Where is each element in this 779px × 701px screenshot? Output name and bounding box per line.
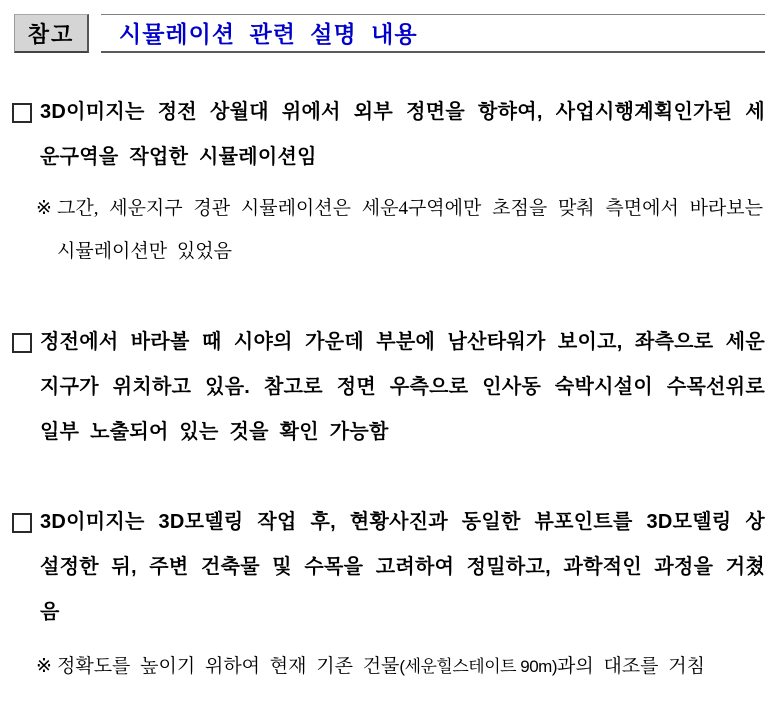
paragraph-2 xyxy=(10,320,765,455)
reference-badge: 참고 xyxy=(14,14,89,53)
note-1 xyxy=(36,187,763,273)
note-2-text-after: 과의 대조를 거침 xyxy=(557,656,705,677)
reference-mark-icon: ※ xyxy=(36,656,52,677)
paragraph-1-text: 3D이미지는 정전 상월대 위에서 외부 정면을 항햐여, 사업시행계획인가된 세운구역을 작업한 시뮬레이션임 xyxy=(40,101,765,168)
note-2-text-before: 정확도를 높이기 위하여 현재 기존 건물 xyxy=(57,656,400,677)
paragraph-2-text: 정전에서 바라볼 때 시야의 가운데 부분에 남산타워가 보이고, 좌측으로 세운지구가 위치하고 있음. 참고로 정면 우측으로 인사동 숙박시설이 수목선위로 일부 노출되어 있는 것을 확인 가능함 xyxy=(40,331,765,443)
paragraph-3-text: 3D이미지는 3D모델링 작업 후, 현황사진과 동일한 뷰포인트를 3D모델링 상 설정한 뒤, 주변 건축물 및 수목을 고려하여 정밀하고, 과학적인 과정을 거쳤음 xyxy=(40,511,765,623)
reference-mark-icon: ※ xyxy=(36,198,52,219)
checkbox-bullet-icon xyxy=(12,513,32,533)
note-1-text: 그간, 세운지구 경관 시뮬레이션은 세운4구역에만 초점을 맞춰 측면에서 바라보는 시뮬레이션만 있었음 xyxy=(57,198,763,262)
note-2 xyxy=(36,652,763,682)
paragraph-1 xyxy=(10,90,765,180)
title-rule-box xyxy=(101,14,765,53)
page-title: 시뮬레이션 관련 설명 내용 xyxy=(119,21,418,47)
checkbox-bullet-icon xyxy=(12,333,32,353)
checkbox-bullet-icon xyxy=(12,103,32,123)
note-2-paren: (세운힐스테이트 90m) xyxy=(399,657,557,676)
document-header xyxy=(14,14,765,53)
paragraph-3 xyxy=(10,500,765,635)
